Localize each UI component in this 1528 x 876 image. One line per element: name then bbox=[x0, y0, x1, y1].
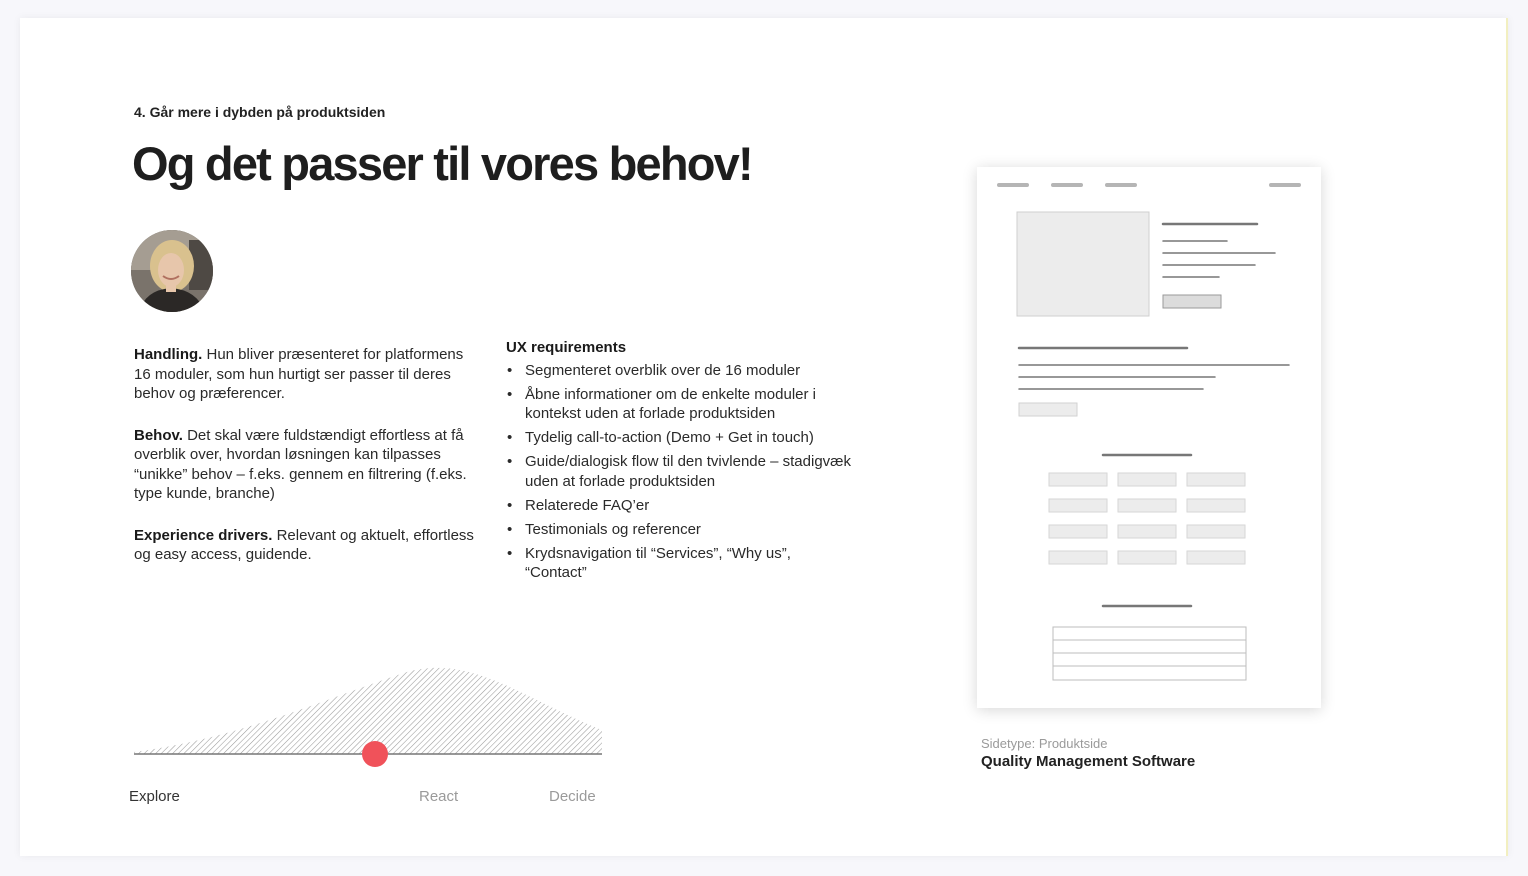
ux-item: • Tydelig call-to-action (Demo + Get in touch) bbox=[506, 428, 856, 448]
ux-item: • Guide/dialogisk flow til den tvivlende – stadigvæk uden at forlade produktsiden bbox=[506, 452, 856, 491]
stage-decide: Decide bbox=[549, 788, 596, 805]
ux-item: • Krydsnavigation til “Services”, “Why us”, “Contact” bbox=[506, 544, 856, 583]
drivers-text: Relevant og aktuelt, effortless og easy access, guidende. bbox=[134, 526, 474, 563]
drivers-label: Experience drivers. bbox=[134, 526, 273, 544]
ux-requirements bbox=[506, 338, 856, 587]
wireframe-hero-button bbox=[1163, 295, 1221, 308]
behov-paragraph bbox=[134, 426, 484, 504]
product-page-wireframe bbox=[977, 167, 1321, 708]
ux-heading: UX requirements bbox=[506, 339, 627, 356]
wireframe-intro-text bbox=[1019, 348, 1289, 389]
persona-photo bbox=[131, 230, 213, 312]
handling-text: Hun bliver præsenteret for platformens 16 moduler, som hun hurtigt ser passer til deres behov og præferencer. bbox=[134, 346, 464, 402]
drivers-paragraph bbox=[134, 526, 484, 565]
journey-graph bbox=[132, 658, 618, 778]
journey-curve bbox=[132, 658, 618, 778]
journey-area bbox=[134, 668, 602, 754]
slide bbox=[20, 18, 1508, 856]
slide-title: Og det passer til vores behov! bbox=[132, 137, 752, 190]
wireframe-caption-type: Sidetype: Produktside bbox=[981, 736, 1108, 751]
handling-label: Handling. bbox=[134, 346, 203, 363]
stage-react: React bbox=[419, 788, 459, 805]
behov-label: Behov. bbox=[134, 426, 183, 444]
slide-eyebrow: 4. Går mere i dybden på produktsiden bbox=[134, 104, 386, 120]
wireframe-faq-list bbox=[1053, 627, 1246, 680]
persona-description bbox=[134, 345, 484, 565]
wireframe-hero-image bbox=[1017, 212, 1149, 316]
wireframe-caption-title: Quality Management Software bbox=[981, 753, 1196, 770]
wireframe-sketch bbox=[977, 167, 1321, 708]
wireframe-intro-button bbox=[1019, 403, 1077, 416]
stage-explore: Explore bbox=[129, 788, 180, 805]
ux-item: • Relaterede FAQ’er bbox=[506, 496, 856, 516]
ux-item: • Testimonials og referencer bbox=[506, 520, 856, 540]
behov-text: Det skal være fuldstændigt effortless at få overblik over, hvordan løsningen kan tilpasses “unikke” behov – f.eks. gennem en filtrering (f.eks. type kunde, branche) bbox=[134, 426, 467, 502]
persona-avatar bbox=[131, 230, 213, 312]
wireframe-hero-text bbox=[1163, 224, 1275, 277]
ux-item: • Segmenteret overblik over de 16 moduler bbox=[506, 361, 856, 381]
journey-marker bbox=[362, 741, 388, 767]
ux-list bbox=[506, 361, 856, 583]
wireframe-module-grid bbox=[1049, 473, 1245, 564]
ux-item: • Åbne informationer om de enkelte moduler i kontekst uden at forlade produktsiden bbox=[506, 385, 856, 424]
handling-paragraph bbox=[134, 345, 484, 404]
